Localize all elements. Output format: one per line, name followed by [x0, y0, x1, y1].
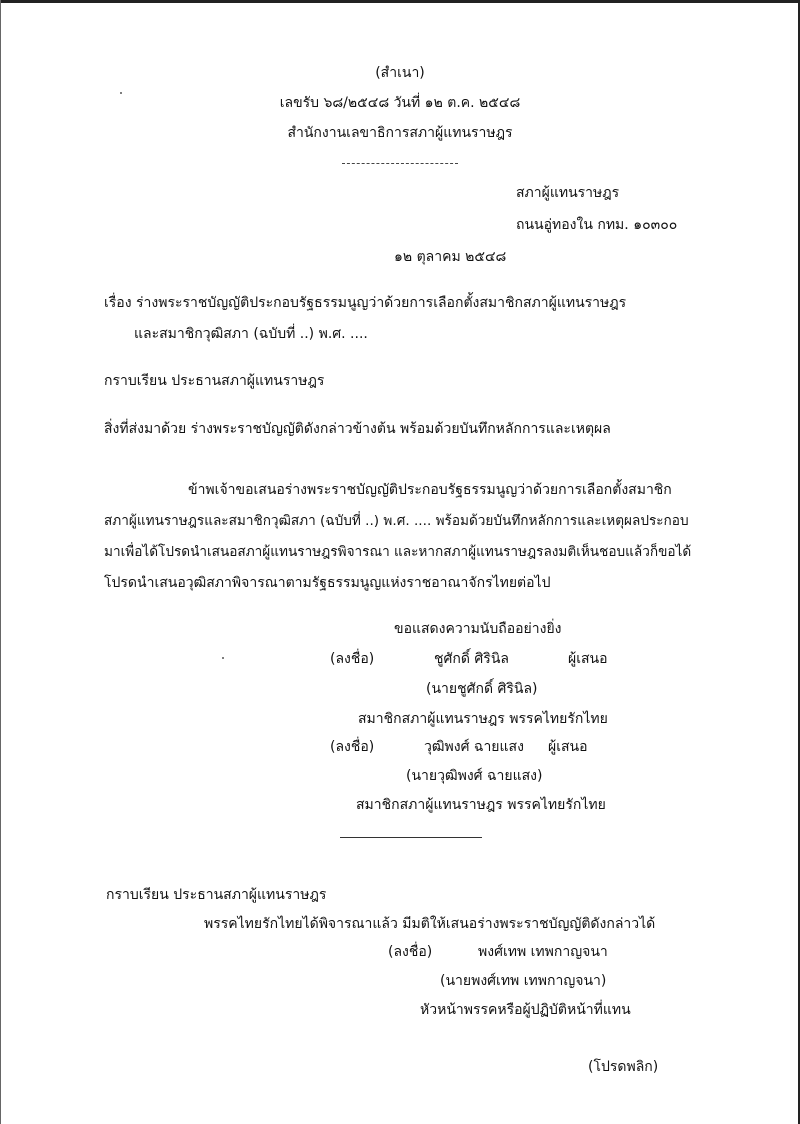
party-resolution: พรรคไทยรักไทยได้พิจารณาแล้ว มีมติให้เสนอร่างพระราชบัญญัติดังกล่าวได้ — [204, 916, 656, 932]
section-divider — [340, 837, 482, 838]
signer-name: (นายชูศักดิ์ ศิรินิล) — [426, 681, 538, 697]
header-separator — [342, 163, 458, 164]
copy-mark: (สำเนา) — [375, 65, 425, 81]
sign-label: (ลงชื่อ) — [388, 944, 433, 960]
signature-text: พงศ์เทพ เทพกาญจนา — [478, 944, 608, 960]
party-leader-name: (นายพงศ์เทพ เทพกาญจนา) — [440, 973, 607, 989]
scan-speck — [120, 92, 122, 94]
salutation: กราบเรียน ประธานสภาผู้แทนราษฎร — [104, 373, 325, 389]
signer-position: สมาชิกสภาผู้แทนราษฎร พรรคไทยรักไทย — [358, 711, 608, 727]
letter-date: ๑๒ ตุลาคม ๒๕๔๘ — [394, 249, 507, 265]
subject-line-1: เรื่อง ร่างพระราชบัญญัติประกอบรัฐธรรมนูญว่าด้วยการเลือกตั้งสมาชิกสภาผู้แทนราษฎร — [104, 295, 627, 311]
sign-label: (ลงชื่อ) — [330, 651, 375, 667]
party-leader-position: หัวหน้าพรรคหรือผู้ปฏิบัติหน้าที่แทน — [420, 1002, 631, 1018]
body-line-3: มาเพื่อได้โปรดนำเสนอสภาผู้แทนราษฎรพิจารณา และหากสภาผู้แทนราษฎรลงมติเห็นชอบแล้วก็ขอได้ — [104, 544, 692, 560]
scan-top-edge — [0, 0, 800, 3]
address-line-1: สภาผู้แทนราษฎร — [516, 185, 620, 201]
receipt-line: เลขรับ ๖๘/๒๕๔๘ วันที่ ๑๒ ต.ค. ๒๕๔๘ — [279, 95, 521, 111]
signature-text: ชูศักดิ์ ศิรินิล — [434, 651, 509, 667]
party-salutation: กราบเรียน ประธานสภาผู้แทนราษฎร — [106, 887, 327, 903]
body-line-2: สภาผู้แทนราษฎรและสมาชิกวุฒิสภา (ฉบับที่ ..) พ.ศ. .... พร้อมด้วยบันทึกหลักการและเหตุผลประกอบ — [104, 513, 689, 529]
scan-speck — [222, 657, 224, 659]
scan-left-edge — [0, 0, 1, 1124]
signer-name: (นายวุฒิพงศ์ ฉายแสง) — [406, 768, 543, 784]
office-name: สำนักงานเลขาธิการสภาผู้แทนราษฎร — [287, 125, 513, 141]
closing: ขอแสดงความนับถืออย่างยิ่ง — [394, 621, 562, 637]
body-line-4: โปรดนำเสนอวุฒิสภาพิจารณาตามรัฐธรรมนูญแห่งราชอาณาจักรไทยต่อไป — [104, 575, 551, 591]
proposer-role: ผู้เสนอ — [568, 651, 608, 667]
enclosure: สิ่งที่ส่งมาด้วย ร่างพระราชบัญญัติดังกล่าวข้างต้น พร้อมด้วยบันทึกหลักการและเหตุผล — [104, 421, 611, 437]
signer-position: สมาชิกสภาผู้แทนราษฎร พรรคไทยรักไทย — [356, 797, 606, 813]
turn-over-note: (โปรดพลิก) — [588, 1059, 659, 1075]
body-line-1: ข้าพเจ้าขอเสนอร่างพระราชบัญญัติประกอบรัฐธรรมนูญว่าด้วยการเลือกตั้งสมาชิก — [188, 482, 672, 498]
proposer-role: ผู้เสนอ — [548, 739, 588, 755]
sign-label: (ลงชื่อ) — [330, 739, 375, 755]
signature-text: วุฒิพงศ์ ฉายแสง — [424, 739, 524, 755]
address-line-2: ถนนอู่ทองใน กทม. ๑๐๓๐๐ — [516, 217, 678, 233]
subject-line-2: และสมาชิกวุฒิสภา (ฉบับที่ ..) พ.ศ. .... — [134, 326, 368, 342]
